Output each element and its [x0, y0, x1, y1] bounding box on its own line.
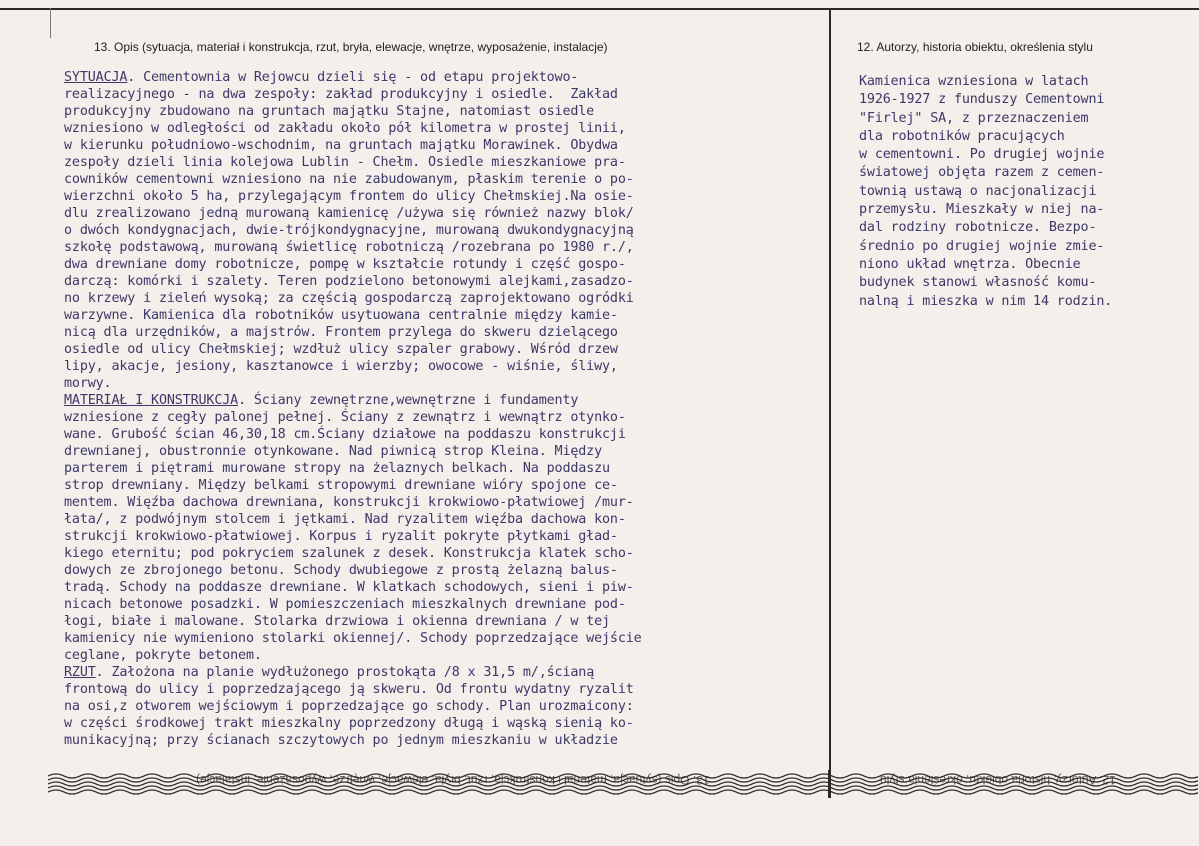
text-line: no krzewy i zieleń wysoką; za częścią gospodarczą zaprojektowano ogródki [64, 291, 634, 306]
text-line: strop drewniany. Między belkami stropowymi drewniane wióry spojone ce- [64, 478, 618, 493]
section-heading-material: MATERIAŁ I KONSTRUKCJA [64, 393, 239, 408]
text-line: kamienicy nie wymieniono stolarki okiennej/. Schody poprzedzające wejście [64, 631, 642, 646]
text-line: na osi,z otworem wejściowym i poprzedzające go schody. Plan urozmaicony: [64, 699, 634, 714]
text-line: dla robotników pracujących [859, 128, 1065, 144]
mirrored-description-header: 13. Opis (sytuacja, materiał i konstrukcja, rzut, bryła, elewacje, wnętrze, wyposażenie, instalacje) [196, 773, 710, 787]
text-line: nalną i mieszka w nim 14 rodzin. [859, 293, 1113, 309]
top-border [0, 8, 1199, 10]
text-line: dowych ze zbrojonego betonu. Schody dwubiegowe z prostą żelazną balus- [64, 563, 618, 578]
text-line: munikacyjną; przy ścianach szczytowych po jednym mieszkaniu w układzie [64, 733, 618, 748]
description-text [64, 69, 824, 749]
text-line: przemysłu. Mieszkały w niej na- [859, 202, 1105, 218]
text-line: 1926-1927 z funduszy Cementowni [859, 92, 1105, 108]
text-line: o dwóch kondygnacjach, dwie-trójkondygnacyjne, murowaną dwukondygnacyjną [64, 223, 634, 238]
text-line: RZUT. Założona na planie wydłużonego prostokąta /8 x 31,5 m/,ścianą [64, 665, 595, 680]
text-line: budynek stanowi własność komu- [859, 275, 1097, 291]
text-line: warzywne. Kamienica dla robotników usytuowana centralnie między kamie- [64, 308, 618, 323]
text-line: drewnianej, obustronnie otynkowane. Nad piwnicą strop Kleina. Między [64, 444, 603, 459]
text-line: strukcji krokwiowo-płatwiowej. Korpus i ryzalit pokryte płytkami gład- [64, 529, 618, 544]
text-line: townią ustawą o nacjonalizacji [859, 183, 1097, 199]
text-line: kiego eternitu; pod pokryciem szalunek z desek. Konstrukcja klatek scho- [64, 546, 634, 561]
text-line: średnio po drugiej wojnie zmie- [859, 238, 1105, 254]
text-line: lipy, akacje, jesiony, kasztanowce i wierzby; owocowe - wiśnie, śliwy, [64, 359, 618, 374]
left-margin-line [50, 8, 51, 38]
text-line: dlu zrealizowano jedną murowaną kamienicę /używa się również nazwy blok/ [64, 206, 634, 221]
section-heading-situation: SYTUACJA [64, 70, 128, 85]
text-line: frontową do ulicy i poprzedzającego ją skweru. Od frontu wydatny ryzalit [64, 682, 634, 697]
text-line: wierzchni około 5 ha, przylegającym frontem do ulicy Chełmskiej.Na osie- [64, 189, 634, 204]
description-header: 13. Opis (sytuacja, materiał i konstrukcja, rzut, bryła, elewacje, wnętrze, wyposażenie, instalacje) [94, 40, 608, 54]
text-line: realizacyjnego - na dwa zespoły: zakład produkcyjny i osiedle. Zakład [64, 87, 618, 102]
text-line: "Firlej" SA, z przeznaczeniem [859, 110, 1089, 126]
text-line: morwy. [64, 376, 112, 391]
column-divider [829, 8, 831, 788]
text-line: ceglane, pokryte betonem. [64, 648, 262, 663]
text-line: wane. Grubość ścian 46,30,18 cm.Ściany działowe na poddaszu konstrukcji [64, 427, 626, 442]
text-line: szkołę podstawową, murowaną świetlicę robotniczą /rozebrana po 1980 r./, [64, 240, 634, 255]
text-line: MATERIAŁ I KONSTRUKCJA. Ściany zewnętrzne,wewnętrzne i fundamenty [64, 393, 579, 408]
mirrored-authors-header: 12. Autorzy, historia obiektu, określenia stylu [880, 773, 1116, 787]
text-line: światowej objęta razem z cemen- [859, 165, 1105, 181]
text-line: zespoły dzieli linia kolejowa Lublin - Chełm. Osiedle mieszkaniowe pra- [64, 155, 626, 170]
text-line: nicach betonowe posadzki. W pomieszczeniach mieszkalnych drewniane pod- [64, 597, 626, 612]
history-text [859, 73, 1189, 311]
text-line: Kamienica wzniesiona w latach [859, 74, 1089, 89]
text-line: mentem. Więźba dachowa drewniana, konstrukcji krokwiowo-płatwiowej /mur- [64, 495, 634, 510]
text-line: tradą. Schody na poddasze drewniane. W klatkach schodowych, sieni i piw- [64, 580, 634, 595]
text-line: dal rodziny robotnicze. Bezpo- [859, 220, 1097, 236]
text-line: osiedle od ulicy Chełmskiej; wzdłuż ulicy szpaler grabowy. Wśród drzew [64, 342, 618, 357]
text-line: SYTUACJA. Cementownia w Rejowcu dzieli się - od etapu projektowo- [64, 70, 579, 85]
authors-history-header: 12. Autorzy, historia obiektu, określenia stylu [857, 40, 1093, 54]
section-heading-plan: RZUT [64, 665, 96, 680]
text-line: produkcyjny zbudowano na gruntach majątku Stajne, natomiast osiedle [64, 104, 595, 119]
text-line: w cementowni. Po drugiej wojnie [859, 147, 1105, 163]
text-line: łogi, białe i malowane. Stolarka drzwiowa i okienna drewniana / w tej [64, 614, 610, 629]
text-line: łata/, z podwójnym stolcem i jętkami. Nad ryzalitem więźba dachowa kon- [64, 512, 626, 527]
text-line: w kierunku południowo-wschodnim, na gruntach majątku Morawinek. Obydwa [64, 138, 618, 153]
text-line: dwa drewniane domy robotnicze, pompę w kształcie rotundy i część gospo- [64, 257, 626, 272]
text-line: wzniesione z cegły palonej pełnej. Ściany z zewnątrz i wewnątrz otynko- [64, 410, 626, 425]
text-line: w części środkowej trakt mieszkalny poprzedzony długą i wąską sienią ko- [64, 716, 634, 731]
text-line: wzniesiono w odległości od zakładu około pół kilometra w prostej linii, [64, 121, 626, 136]
text-line: cowników cementowni wzniesiono na nie zabudowanym, płaskim terenie o po- [64, 172, 634, 187]
text-line: darczą: komórki i szalety. Teren podzielono betonowymi alejkami,zasadzo- [64, 274, 634, 289]
text-line: parterem i piętrami murowane stropy na żelaznych belkach. Na poddaszu [64, 461, 610, 476]
text-line: nicą dla urzędników, a majstrów. Frontem przylega do skweru dzielącego [64, 325, 618, 340]
text-line: niono układ wnętrza. Obecnie [859, 256, 1081, 272]
